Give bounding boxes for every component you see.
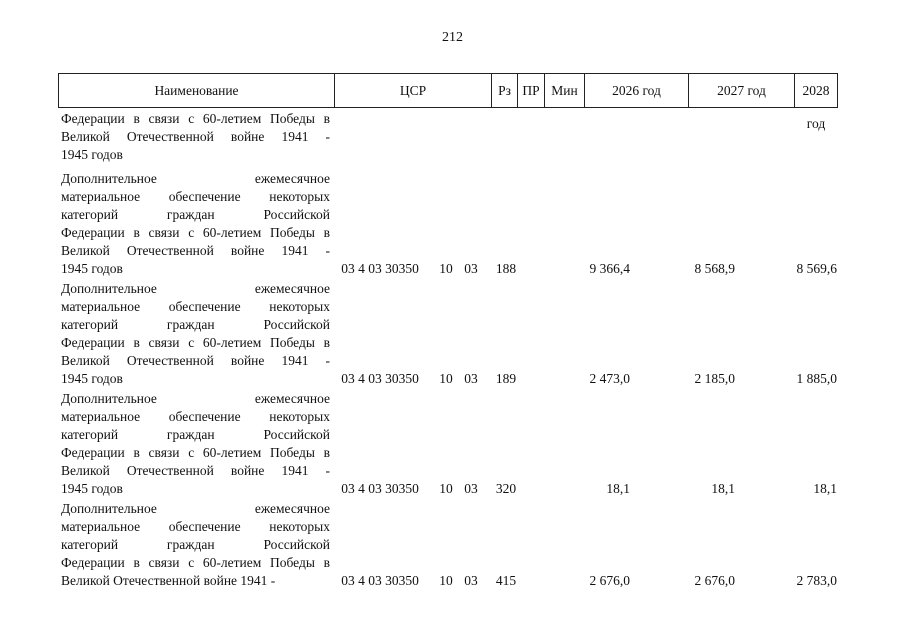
row-rz: 10	[439, 481, 453, 496]
row-name-line: материальное обеспечение некоторых	[61, 409, 330, 424]
row-csr: 03 4 03 30350	[341, 573, 419, 588]
row-2028: 8 569,6	[796, 261, 837, 276]
row-name-line: 1945 годов	[61, 371, 123, 386]
row-name-line: 1945 годов	[61, 261, 123, 276]
row-name-line: категорий граждан Российской	[61, 317, 330, 332]
row-pr: 03	[464, 573, 478, 588]
row-2028	[742, 146, 837, 164]
row-min	[488, 146, 524, 164]
column-header-min: Мин	[545, 74, 585, 107]
row-rz: 10	[439, 371, 453, 386]
row-rz: 10	[439, 573, 453, 588]
row-name-line: Федерации в связи с 60-летием Победы в	[61, 555, 330, 570]
row-name-line: Дополнительное ежемесячное	[61, 501, 330, 516]
row-name-line: Федерации в связи с 60-летием Победы в	[61, 111, 330, 126]
row-name-line: Великой Отечественной войне 1941 -	[61, 243, 330, 258]
row-2027	[640, 146, 735, 164]
row-csr: 03 4 03 30350	[341, 261, 419, 276]
column-header-pr: ПР	[518, 74, 545, 107]
row-2026: 18,1	[606, 481, 630, 496]
row-pr: 03	[464, 371, 478, 386]
row-min: 320	[495, 481, 517, 496]
column-header-2027: 2027 год	[689, 74, 795, 107]
row-name-line: Дополнительное ежемесячное	[61, 391, 330, 406]
row-2027: 2 676,0	[694, 573, 735, 588]
row-name-line: категорий граждан Российской	[61, 207, 330, 222]
row-2028: 18,1	[813, 481, 837, 496]
row-name	[61, 280, 330, 388]
row-2027: 2 185,0	[694, 371, 735, 386]
column-header-rz: Рз	[492, 74, 518, 107]
row-name	[61, 390, 330, 498]
row-name-line: категорий граждан Российской	[61, 427, 330, 442]
column-header-2026: 2026 год	[585, 74, 689, 107]
row-name-line: материальное обеспечение некоторых	[61, 189, 330, 204]
row-2027: 8 568,9	[694, 261, 735, 276]
row-pr	[457, 146, 485, 164]
column-header-name: Наименование	[59, 74, 335, 107]
row-name	[61, 170, 330, 278]
row-min: 188	[495, 261, 517, 276]
row-2026: 9 366,4	[589, 261, 630, 276]
row-min: 189	[495, 371, 517, 386]
row-rz	[434, 146, 458, 164]
row-name-line: 1945 годов	[61, 147, 123, 162]
row-name	[61, 110, 330, 164]
column-header-2028: 2028 год	[802, 83, 830, 131]
row-pr: 03	[464, 261, 478, 276]
row-2027: 18,1	[711, 481, 735, 496]
row-name-line: Федерации в связи с 60-летием Победы в	[61, 445, 330, 460]
row-name-line: категорий граждан Российской	[61, 537, 330, 552]
row-pr: 03	[464, 481, 478, 496]
row-name-line: материальное обеспечение некоторых	[61, 299, 330, 314]
row-name-line: Великой Отечественной войне 1941 -	[61, 353, 330, 368]
row-name-line: Великой Отечественной войне 1941 -	[61, 463, 330, 478]
row-name-line: Дополнительное ежемесячное	[61, 281, 330, 296]
row-min: 415	[495, 573, 517, 588]
row-name-line: Великой Отечественной войне 1941 -	[61, 129, 330, 144]
row-rz: 10	[439, 261, 453, 276]
row-name-line: Великой Отечественной войне 1941 -	[61, 573, 276, 588]
row-csr: 03 4 03 30350	[341, 371, 419, 386]
row-name-line: Федерации в связи с 60-летием Победы в	[61, 225, 330, 240]
row-2028: 2 783,0	[796, 573, 837, 588]
page-number: 212	[442, 30, 463, 45]
row-2026: 2 473,0	[589, 371, 630, 386]
column-header-csr: ЦСР	[335, 74, 492, 107]
row-csr: 03 4 03 30350	[341, 481, 419, 496]
row-name-line: 1945 годов	[61, 481, 123, 496]
row-name-line: Дополнительное ежемесячное	[61, 171, 330, 186]
row-2026	[540, 146, 630, 164]
row-name-line: Федерации в связи с 60-летием Победы в	[61, 335, 330, 350]
row-csr	[334, 146, 426, 164]
row-2028: 1 885,0	[796, 371, 837, 386]
row-name-line: материальное обеспечение некоторых	[61, 519, 330, 534]
row-2026: 2 676,0	[589, 573, 630, 588]
row-name	[61, 500, 330, 590]
